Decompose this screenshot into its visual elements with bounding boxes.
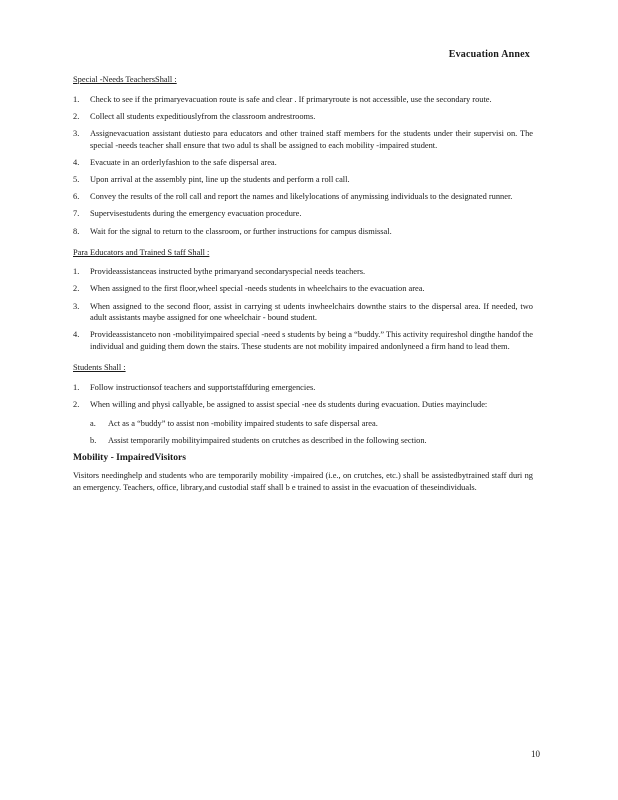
item-text: Check to see if the primaryevacuation route is safe and clear . If primaryroute is not accessible, use the secondary route. (90, 94, 492, 104)
item-number: 4. (73, 330, 80, 340)
item-text: When willing and physi callyable, be assigned to assist special -nee ds students during evacuation. Duties mayinclude: (90, 400, 488, 409)
item-number: 3. (73, 301, 80, 311)
section-heading-para-educators: Para Educators and Trained S taff Shall : (73, 247, 210, 257)
sub-item-text: Act as a “buddy” to assist non -mobility impaired students to safe dispersal area. (108, 418, 378, 428)
item-number: 1. (73, 94, 80, 104)
item-text: When assigned to the second floor, assist in carrying st udents inwheelchairs downthe stairs to the dispersal area. If needed, two adult assistants maybe assigned for one wheelchair - bound student. (90, 301, 533, 323)
item-text: Follow instructionsof teachers and supportstaffduring emergencies. (90, 382, 316, 392)
mobility-impaired-visitors-paragraph: Visitors needinghelp and students who are temporarily mobility -impaired (i.e., on crutches, etc.) shall be assistedbytrained staff duri ng an emergency. Teachers, office, library,and custodial staff shall b e trained to assist in the evacuation of theseindividuals. (73, 470, 533, 492)
list-item (73, 174, 533, 186)
document-content (73, 74, 533, 493)
item-number: 2. (73, 284, 80, 294)
sub-item-letter: b. (90, 435, 97, 445)
item-text: Supervisestudents during the emergency evacuation procedure. (90, 209, 302, 219)
list-item (73, 301, 533, 324)
sub-list-item (90, 435, 533, 447)
item-text: Provideassistanceas instructed bythe primaryand secondaryspecial needs teachers. (90, 267, 366, 277)
item-number: 3. (73, 128, 80, 138)
item-text: Wait for the signal to return to the classroom, or further instructions for campus dismissal. (90, 226, 392, 236)
item-number: 1. (73, 382, 80, 392)
item-text: Convey the results of the roll call and report the names and likelylocations of anymissing individuals to the designated runner. (90, 192, 513, 202)
header-title: Evacuation Annex (448, 49, 530, 60)
list-item (73, 191, 533, 203)
list-item (73, 329, 533, 352)
item-text: Upon arrival at the assembly pint, line up the students and perform a roll call. (90, 174, 350, 184)
list-item (73, 283, 533, 295)
item-number: 5. (73, 174, 80, 184)
item-text: Collect all students expeditiouslyfrom the classroom andrestrooms. (90, 111, 316, 121)
page-number: 10 (531, 749, 540, 759)
item-text: When assigned to the first floor,wheel special -needs students in wheelchairs to the evacuation area. (90, 284, 425, 294)
special-needs-teachers-list (73, 94, 533, 238)
item-text: Assignevacuation assistant dutiesto para educators and other trained staff members for the students under their supervisi on. The special -needs teacher shall ensure that two adul ts shall be assigned to each mobility -impaired student. (90, 128, 533, 150)
list-item (73, 157, 533, 169)
sub-item-text: Assist temporarily mobilityimpaired students on crutches as described in the following section. (108, 435, 427, 445)
students-list (73, 382, 533, 447)
item-number: 1. (73, 267, 80, 277)
item-number: 8. (73, 226, 80, 236)
item-number: 2. (73, 400, 80, 409)
list-item (73, 266, 533, 278)
duties-sub-list (90, 418, 533, 447)
list-item (73, 399, 533, 446)
list-item (73, 226, 533, 238)
item-text: Provideassistanceto non -mobilityimpaired special -need s students by being a “buddy.” This activity requireshol dingthe handof the individual and guiding them down the stairs. These students are not mobility impaired andonlyneed a firm hand to lead them. (90, 330, 533, 352)
sub-list-item (90, 418, 533, 430)
section-heading-special-needs-teachers: Special -Needs TeachersShall : (73, 75, 177, 84)
para-educators-list (73, 266, 533, 352)
list-item (73, 128, 533, 151)
list-item (73, 94, 533, 106)
section-heading-students: Students Shall : (73, 363, 126, 373)
list-item (73, 382, 533, 394)
item-number: 4. (73, 157, 80, 167)
sub-item-letter: a. (90, 418, 96, 428)
item-number: 7. (73, 209, 80, 219)
list-item (73, 208, 533, 220)
item-number: 6. (73, 192, 80, 202)
item-text: Evacuate in an orderlyfashion to the safe dispersal area. (90, 157, 277, 167)
mobility-impaired-visitors-heading: Mobility - ImpairedVisitors (73, 452, 186, 464)
item-number: 2. (73, 111, 80, 121)
list-item (73, 111, 533, 123)
